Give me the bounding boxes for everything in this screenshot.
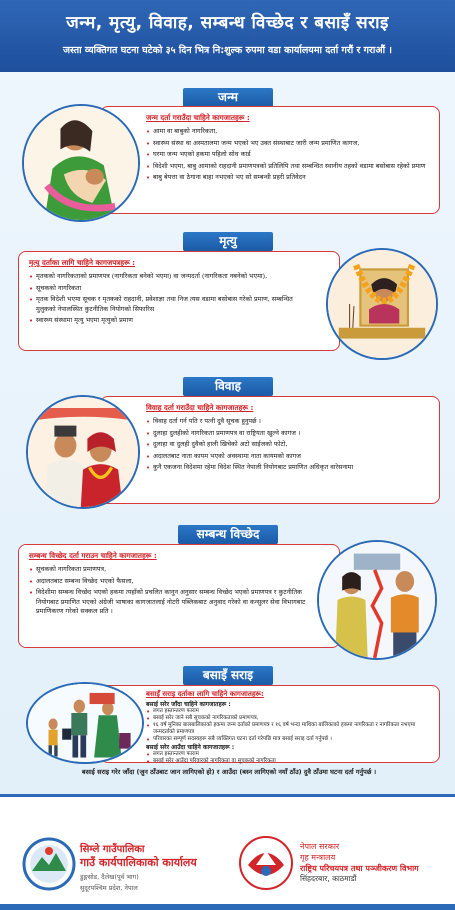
list-item: • परिवारका सम्पूर्ण सदस्यहरू सबै व्यक्तिगत घटना दर्ता गरेपछि मात्र बसाई सराइ दर्ता गर्नुपर्छ ।: [146, 736, 433, 743]
list-item: • सूचकको नागरिकता प्रमाणपत्र,: [29, 565, 311, 575]
page-title: जन्म, मृत्यु, विवाह, सम्बन्ध विच्छेद र बसाइँ सराइ: [66, 13, 389, 33]
migration-box: [100, 685, 440, 763]
family-moving-icon: [28, 684, 142, 762]
death-heading: मृत्यु दर्ताका लागि चाहिने कागजपत्रहरू :: [29, 258, 136, 267]
list-item: • अदालतबाट सम्बन्ध विच्छेद भएको फैसला,: [29, 577, 311, 587]
list-item: • दुलाहा वा दुलही दुवैको हाली खिचेको अटो साईजको फोटो,: [146, 440, 431, 450]
list-item: • स्वास्थ्य संस्था वा अस्पतालमा जन्म भएको भए उक्त संस्थाबाट जारी जन्म प्रमाणित कागज,: [146, 139, 431, 149]
department-name: राष्ट्रिय परिचयपत्र तथा पञ्जीकरण विभाग: [300, 864, 419, 873]
list-item: • लगत हस्तान्तरण फाराम: [146, 751, 433, 758]
list-item: • कुनै एकजना विदेशमा रहेमा विदेश स्थित नेपाली नियोगबाट प्रमाणित अधिकृत वारेसनामा: [146, 463, 431, 473]
footer: [0, 794, 455, 910]
municipality-info: [80, 841, 197, 892]
divorce-heading: सम्बन्ध विच्छेद दर्ता गराउन चाहिने कागजातहरू :: [29, 551, 157, 560]
page-subtitle: जस्ता व्यक्तिगत घटना घटेको ३५ दिन भित्र नि:शुल्क रुपमा वडा कार्यालयमा दर्ता गरौं र गराऔं ।: [63, 45, 392, 56]
municipality-office: गाउँ कार्यपालिकाको कार्यालय: [80, 856, 197, 869]
list-item: • विदेशीमा सम्बन्ध विच्छेद भएको हकमा त्यहाँको प्रचलित कानुन अनुसार सम्बन्ध विच्छेद भएको प्रमाणपत्र र कुटनीतिक नियोगबाट प्रमाणित भएको अंग्रेजी भाषाका कागजातलाई नोटरी पब्लिकबाट अनुवाद गरेको वा कन्सुलर सेवा विभागबाट प्रमाणिकरण गरेको सक्कल प्रति ।: [29, 588, 311, 617]
divorce-list: [29, 565, 311, 617]
municipality-address: डुङ्गसोड, दैलेख(पूर्व भाग): [80, 873, 139, 881]
migration-in-heading: बसाई सरेर आउँदा चाहिने कागजातहरू :: [146, 744, 235, 752]
ministry-info: [300, 841, 419, 884]
municipality-logo-icon: [22, 837, 76, 895]
divorce-illustration: [317, 540, 437, 660]
migration-out-list: [146, 708, 433, 743]
list-item: • घरमा जन्म भएको हकमा पहिलो सोध कार्ड: [146, 150, 431, 160]
migration-illustration: [26, 682, 144, 764]
death-box: [18, 251, 340, 351]
section-label-birth: जन्म: [183, 88, 273, 107]
birth-list: [146, 127, 431, 183]
wedding-couple-icon: [28, 397, 138, 507]
marriage-list: [146, 417, 431, 473]
list-item: • मृतकको नागरिकताको प्रमाणपत्र (नागरिकता बनेको भएमा) वा जन्मदर्ता (नागरिकता नबनेको भएमा),: [29, 272, 299, 282]
list-item: • बाबु बेपत्ता वा ठेगाना बाहा नभएको भए सो सम्बन्धी प्रहरी प्रतिवेदन: [146, 173, 431, 183]
list-item: • दुलाहा दुलहीको नागरिकता प्रमाणपत्र वा राष्ट्रियता खुल्ने कागज ।: [146, 429, 431, 439]
death-list: [29, 272, 299, 326]
birth-heading: जन्म दर्ता गराउँदा चाहिने कागजातहरू :: [146, 113, 250, 122]
marriage-illustration: [26, 395, 140, 509]
migration-note: बसाई सराइ गरेर जाँदा (जुन ठाँउबाट जान लागिएको हो) र आउँदा (बस्न लागिएको नयाँ ठाँउ) दुवै ठाँउमा घटना दर्ता गर्नुपर्छ ।: [81, 768, 377, 776]
list-item: • लगत हस्तान्तरण फाराम: [146, 708, 433, 715]
memorial-icon: [328, 250, 436, 358]
list-item: • आमा वा बाबुको नागरिकता,: [146, 127, 431, 137]
marriage-box: [100, 396, 440, 504]
header-banner: [0, 0, 455, 72]
separated-couple-icon: [319, 542, 435, 658]
ministry-address: सिंहदरबार, काठमाडौं: [300, 874, 357, 883]
death-illustration: [326, 248, 438, 360]
birth-illustration: [22, 104, 140, 222]
government-name: नेपाल सरकार: [300, 842, 340, 851]
municipality-province: सुदूरपश्चिम प्रदेश, नेपाल: [80, 884, 138, 892]
migration-in-list: [146, 751, 433, 765]
list-item: • विवाह दर्ता गर्न पति र पत्नी दुवै सूचक हुनुपर्छ ।: [146, 417, 431, 427]
section-label-death: मृत्यु: [183, 232, 273, 251]
footer-stripe: [0, 904, 455, 910]
municipality-name: सिम्ले गाउँपालिका: [80, 844, 145, 855]
section-label-divorce: सम्बन्ध विच्छेद: [178, 525, 278, 544]
list-item: • अदालतबाट नाता कायम भएको अवस्थामा नाता कायमको कागज: [146, 452, 431, 462]
government-emblem-icon: [238, 835, 294, 895]
birth-box: [100, 106, 440, 214]
marriage-heading: विवाह दर्ता गराउँदा चाहिने कागजातहरू :: [146, 403, 254, 412]
list-item: • १६ वर्ष मुनिका बालबालिकाको हकमा जन्म दर्ताको प्रमाणपत्र र १६ वर्ष भन्दा माथिका बालिकाको हकमा नागरिकता र नागरिकता नभएमा जन्मदर्ताको प्रमाणपत्र: [146, 722, 433, 736]
mother-baby-icon: [24, 106, 138, 220]
list-item: • सूचकको नागरिकता: [29, 284, 299, 294]
list-item: • बसाई सरेर जाने सबै सूचकको नागरिकताको प्रमाणपत्र,: [146, 715, 433, 722]
list-item: • स्वास्थ्य संस्थामा मृत्यु भएमा मृत्युको प्रमाण: [29, 316, 299, 326]
migration-heading: बसाइँ सराइ दर्ताका लागि चाहिने कागजातहरू:: [146, 690, 264, 698]
list-item: • विदेशी भएमा, बाबु आमाको राहदानी प्रमाणपत्रको प्रतिलिपि तथा सम्बन्धित स्थानीय तहको वडामा बसोबास रहेको प्रमाण: [146, 162, 431, 172]
migration-out-heading: बसाई सरेर जाँदा चाहिने कागजातहरू :: [146, 701, 231, 708]
section-label-migration: बसाइँ सराइ: [183, 666, 273, 685]
list-item: • बसाई सरेर आउँदा परिवारको नागरिकता वा सूचकको नागरिकता: [146, 758, 433, 765]
divorce-box: [18, 544, 340, 648]
list-item: • मृतक विदेशी भएमा सूचक र मृतकको राहदानी, प्रवेशाज्ञा तथा निज त्यस वडामा बसोबास गरेको प्रमाण, सम्बन्धित मुलुकको नेपालस्थित कुटनीतिक नियोगको सिफारिस: [29, 295, 299, 314]
ministry-name: गृह मन्त्रालय: [300, 853, 336, 862]
section-label-marriage: विवाह: [183, 377, 273, 396]
